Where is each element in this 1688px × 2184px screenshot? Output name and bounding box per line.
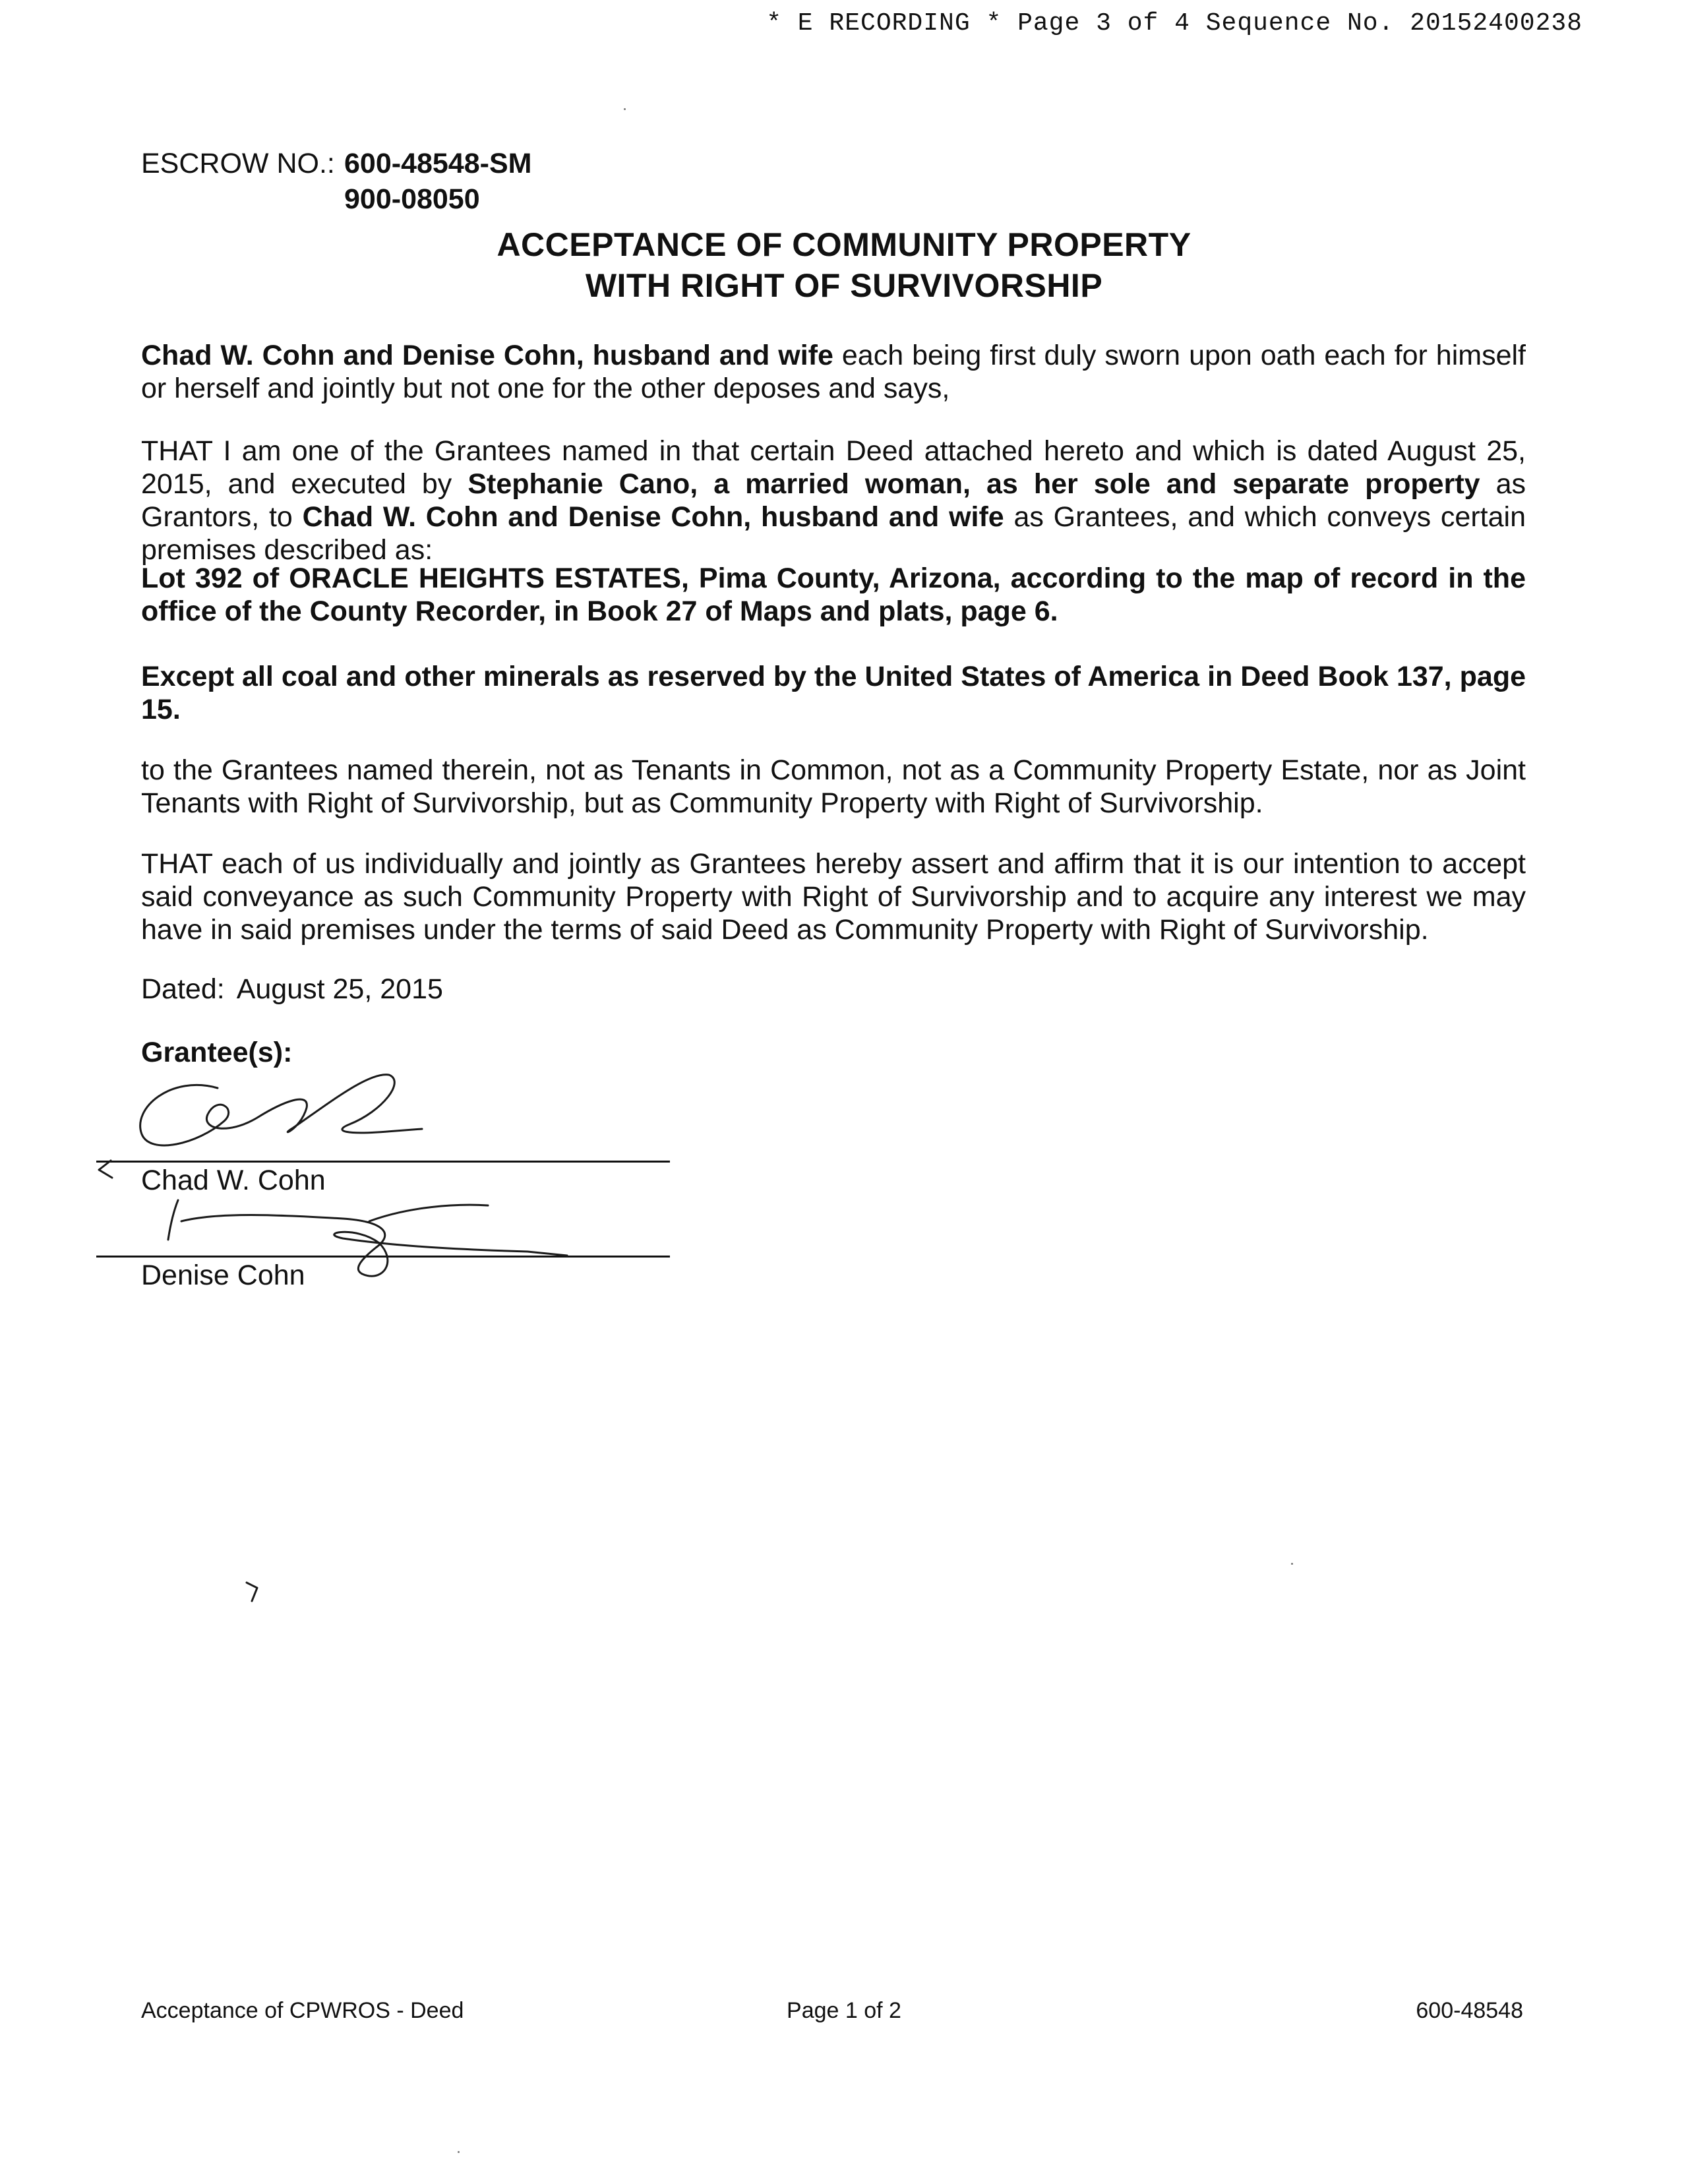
escrow-number-primary: 600-48548-SM — [344, 148, 532, 179]
escrow-label: ESCROW NO.: — [141, 148, 335, 179]
escrow-number-secondary: 900-08050 — [344, 183, 480, 215]
legal-description: Lot 392 of ORACLE HEIGHTS ESTATES, Pima County, Arizona, according to the map of record in the office of the County Recorder, in Book 27 of Maps and plats, page 6. — [141, 562, 1526, 627]
deed-paragraph — [141, 435, 1526, 566]
dated-line — [141, 973, 443, 1006]
footer-page-number: Page 1 of 2 — [787, 1998, 901, 2023]
deed-text-a: THAT I am one of the Grantees named in that certain Deed attached hereto and which is dated August 25, 2015, and executed by — [141, 435, 1526, 500]
deed-text-c: as Grantees, and which conveys certain premises described as: — [141, 501, 1526, 566]
signature-line-1 — [96, 1161, 670, 1163]
signer-name-1: Chad W. Cohn — [141, 1165, 326, 1196]
footer-document-name: Acceptance of CPWROS - Deed — [141, 1998, 464, 2023]
affiant-oath-text: each being first duly sworn upon oath each for himself or herself and jointly but not one for the other deposes and says, — [141, 340, 1526, 404]
recording-header: * E RECORDING * Page 3 of 4 Sequence No. 20152400238 — [766, 9, 1582, 38]
affiant-paragraph — [141, 339, 1526, 405]
dated-label: Dated: — [141, 973, 225, 1005]
scan-speck — [458, 2151, 460, 2153]
grantee-names: Chad W. Cohn and Denise Cohn, husband and wife — [302, 501, 1004, 533]
signer-name-2: Denise Cohn — [141, 1259, 305, 1291]
tenancy-paragraph: to the Grantees named therein, not as Tenants in Common, not as a Community Property Estate, nor as Joint Tenants with Right of Survivorship, but as Community Property with Right of Survivorship. — [141, 754, 1526, 819]
affirmation-paragraph: THAT each of us individually and jointly as Grantees hereby assert and affirm that it is our intention to accept said conveyance as such Community Property with Right of Survivorship and to acquire any interest we may have in said premises under the terms of said Deed as Community Property with Right of Survivorship. — [141, 848, 1526, 946]
mineral-exception: Except all coal and other minerals as reserved by the United States of America in Deed Book 137, page 15. — [141, 661, 1526, 725]
signature-line-2 — [96, 1256, 670, 1258]
stray-mark — [247, 1583, 257, 1601]
dated-value: August 25, 2015 — [236, 973, 443, 1005]
deed-text-b: as Grantors, to — [141, 468, 1526, 533]
scan-speck — [624, 108, 626, 110]
signature-chad-cohn — [140, 1075, 422, 1145]
affiant-names: Chad W. Cohn and Denise Cohn, husband and wife — [141, 340, 833, 371]
footer-escrow-number: 600-48548 — [1416, 1998, 1523, 2023]
document-title-line-2: WITH RIGHT OF SURVIVORSHIP — [585, 267, 1103, 304]
grantor-names: Stephanie Cano, a married woman, as her sole and separate property — [467, 468, 1480, 500]
scan-speck — [1291, 1563, 1293, 1565]
signature-mark — [99, 1161, 112, 1178]
grantees-label: Grantee(s): — [141, 1037, 293, 1068]
document-title-line-1: ACCEPTANCE OF COMMUNITY PROPERTY — [497, 226, 1191, 263]
